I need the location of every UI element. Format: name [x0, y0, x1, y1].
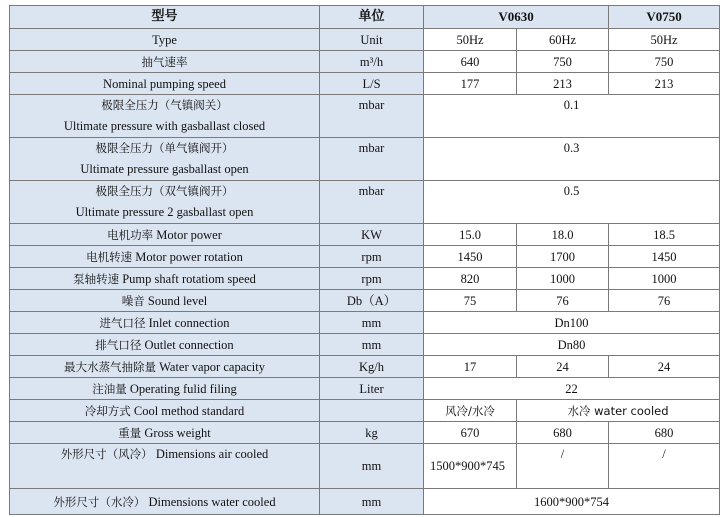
row-unit: mm	[320, 334, 424, 356]
row-label-cn: 重量	[118, 425, 142, 440]
row-label-cn: 外形尺寸（水冷）	[53, 494, 146, 509]
row-unit: Unit	[320, 29, 424, 51]
row-label-cn: 噪音	[121, 293, 145, 308]
row-label-en: Inlet connection	[148, 315, 230, 330]
row-unit: Liter	[320, 378, 424, 400]
row-label-en: Operating fulid filing	[129, 381, 237, 396]
table-row	[10, 224, 720, 246]
cell-v0630-50hz: 15.0	[424, 224, 517, 246]
row-label	[10, 138, 320, 181]
row-label-cn: 排气口径	[95, 337, 142, 352]
cell-v0630-50hz: 1450	[424, 246, 517, 268]
cell-v0630-60hz: 750	[517, 51, 609, 73]
cell-v0750-50hz: /	[609, 444, 720, 489]
cell-merged-value	[517, 400, 720, 422]
cell-v0630-50hz: 75	[424, 290, 517, 312]
row-label-en: Motor power	[156, 227, 222, 242]
row-label: Type	[10, 29, 320, 51]
table-row	[10, 378, 720, 400]
row-unit: L/S	[320, 73, 424, 95]
table-row	[10, 73, 720, 95]
row-label	[10, 246, 320, 268]
header-row	[10, 6, 720, 29]
cell-v0630-60hz: 24	[517, 356, 609, 378]
table-row	[10, 29, 720, 51]
row-label-cn: 最大水蒸气抽除量	[63, 359, 156, 374]
cell-merged-value: 0.5	[424, 181, 720, 224]
cell-v0630-60hz: 60Hz	[517, 29, 609, 51]
cell-v0750-50hz: 680	[609, 422, 720, 444]
row-unit: KW	[320, 224, 424, 246]
row-label-en: Pump shaft rotatiom speed	[122, 271, 256, 286]
row-label	[10, 181, 320, 224]
row-label-cn: 电机转速	[86, 249, 133, 264]
row-label-cn: 注油量	[92, 381, 127, 396]
row-label	[10, 400, 320, 422]
cell-v0630-60hz: 680	[517, 422, 609, 444]
row-label	[10, 312, 320, 334]
cell-merged-value: 0.1	[424, 95, 720, 138]
header-model: 型号	[10, 6, 320, 29]
cooling-value: 水冷 water cooled	[567, 403, 669, 418]
table-row	[10, 356, 720, 378]
row-label-en: Gross weight	[144, 425, 211, 440]
cell-v0750-50hz: 50Hz	[609, 29, 720, 51]
table-row	[10, 268, 720, 290]
row-label-en: Ultimate pressure gasballast open	[80, 162, 249, 176]
row-label	[10, 334, 320, 356]
table-row	[10, 312, 720, 334]
cell-v0630-50hz: 177	[424, 73, 517, 95]
row-unit: Db（A）	[320, 290, 424, 312]
row-unit: rpm	[320, 268, 424, 290]
row-label-cn: 极限全压力（气镇阀关）	[101, 98, 228, 112]
header-v0750: V0750	[609, 6, 720, 29]
cell-v0630-50hz: 50Hz	[424, 29, 517, 51]
row-label-en: Dimensions water cooled	[148, 494, 276, 509]
row-label-en: Cool method standard	[133, 403, 245, 418]
row-unit: m³/h	[320, 51, 424, 73]
row-unit: mm	[320, 489, 424, 515]
table-row	[10, 95, 720, 138]
row-label-en: Ultimate pressure with gasballast closed	[63, 119, 266, 133]
row-label	[10, 95, 320, 138]
cell-merged-value: 22	[424, 378, 720, 400]
cell-v0630-60hz: 1700	[517, 246, 609, 268]
cell-v0750-50hz: 24	[609, 356, 720, 378]
table-row	[10, 290, 720, 312]
row-label-en: Ultimate pressure 2 gasballast open	[75, 205, 254, 219]
cell-merged-value: 1600*900*754	[424, 489, 720, 515]
table-row	[10, 181, 720, 224]
row-label-cn: 进气口径	[99, 315, 146, 330]
header-unit: 单位	[320, 6, 424, 29]
cell-v0630-50hz: 17	[424, 356, 517, 378]
cell-v0630-50hz: 风冷/水冷	[424, 400, 517, 422]
row-label: Nominal pumping speed	[10, 73, 320, 95]
row-label-cn: 泵轴转速	[73, 271, 120, 286]
cell-v0630-50hz: 820	[424, 268, 517, 290]
row-unit: rpm	[320, 246, 424, 268]
cell-v0750-50hz: 1000	[609, 268, 720, 290]
row-unit: mbar	[320, 138, 424, 181]
cell-merged-value: Dn100	[424, 312, 720, 334]
row-label	[10, 268, 320, 290]
cell-v0750-50hz: 1450	[609, 246, 720, 268]
table-row	[10, 138, 720, 181]
row-unit	[320, 400, 424, 422]
cell-v0750-50hz: 76	[609, 290, 720, 312]
row-label-cn: 极限全压力（单气镇阀开）	[95, 141, 234, 155]
row-label-cn: 电机功率	[107, 227, 154, 242]
row-unit: Kg/h	[320, 356, 424, 378]
row-unit: mm	[320, 312, 424, 334]
header-v0630: V0630	[424, 6, 609, 29]
row-label-en: Water vapor capacity	[159, 359, 265, 374]
row-label	[10, 290, 320, 312]
table-row	[10, 51, 720, 73]
cell-v0750-50hz: 213	[609, 73, 720, 95]
cell-v0630-50hz: 640	[424, 51, 517, 73]
cell-v0750-50hz: 750	[609, 51, 720, 73]
table-row	[10, 334, 720, 356]
table-row	[10, 444, 720, 489]
row-unit: mbar	[320, 95, 424, 138]
row-label	[10, 378, 320, 400]
cell-v0630-60hz: /	[517, 444, 609, 489]
table-row	[10, 422, 720, 444]
row-unit: kg	[320, 422, 424, 444]
row-label	[10, 444, 320, 489]
cell-v0630-60hz: 18.0	[517, 224, 609, 246]
row-label-en: Dimensions air cooled	[155, 447, 269, 461]
cell-merged-value: Dn80	[424, 334, 720, 356]
row-unit: mm	[320, 444, 424, 489]
row-unit: mbar	[320, 181, 424, 224]
cell-v0630-60hz: 76	[517, 290, 609, 312]
row-label-en: Outlet connection	[144, 337, 234, 352]
row-label-cn: 极限全压力（双气镇阀开）	[95, 184, 234, 198]
row-label: 抽气速率	[10, 51, 320, 73]
row-label-en: Motor power rotation	[135, 249, 243, 264]
row-label	[10, 422, 320, 444]
table-row	[10, 246, 720, 268]
spec-table	[9, 5, 720, 515]
cell-v0630-60hz: 1000	[517, 268, 609, 290]
cell-v0630-50hz: 670	[424, 422, 517, 444]
row-label	[10, 356, 320, 378]
table-row	[10, 489, 720, 515]
cell-v0630-60hz: 213	[517, 73, 609, 95]
cell-v0630-50hz: 1500*900*745	[424, 444, 517, 489]
row-label-en: Sound level	[147, 293, 208, 308]
row-label-cn: 外形尺寸（风冷）	[60, 447, 153, 461]
cell-v0750-50hz: 18.5	[609, 224, 720, 246]
row-label	[10, 224, 320, 246]
table-row	[10, 400, 720, 422]
row-label	[10, 489, 320, 515]
row-label-cn: 冷却方式	[84, 403, 131, 418]
cell-merged-value: 0.3	[424, 138, 720, 181]
